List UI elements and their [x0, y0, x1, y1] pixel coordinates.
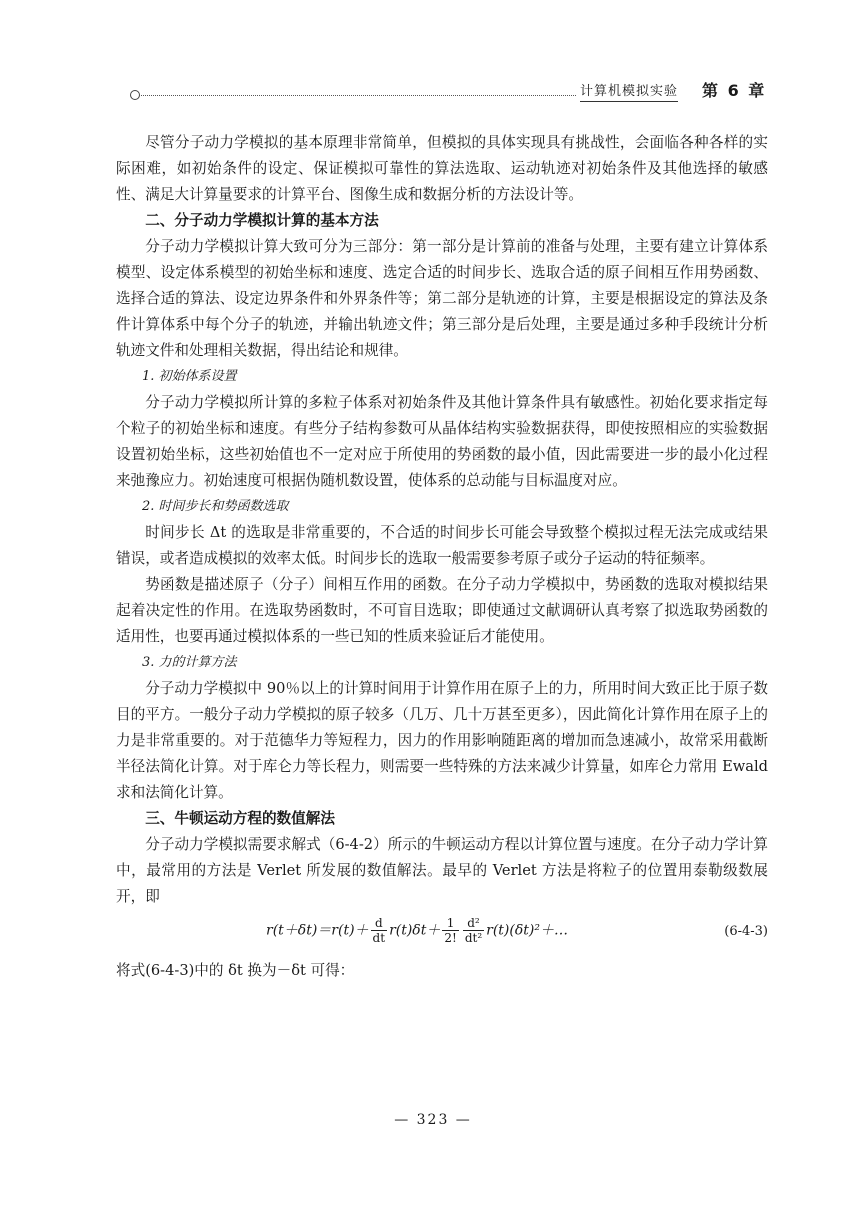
- eq-lhs: r(t＋δt)＝r(t)＋: [266, 922, 369, 939]
- eq-mid: r(t)δt＋: [389, 922, 441, 939]
- equation-number: (6-4-3): [724, 924, 768, 939]
- running-title: 计算机模拟实验: [580, 80, 678, 102]
- sub3-paragraph: 分子动力学模拟中 90％以上的计算时间用于计算作用在原子上的力，所用时间大致正比于原子数目的平方。一般分子动力学模拟的原子较多（几万、几十万甚至更多），因此简化计算作用在原子上的力是非常重要的。对于范德华力等短程力，因力的作用影响随距离的增加而急速减小，故常采用截断半径法简化计算。对于库仑力等长程力，则需要一些特殊的方法来减少计算量，如库仑力常用 Ewald 求和法简化计算。: [116, 680, 768, 801]
- equation-6-4-3: [116, 910, 768, 958]
- section-heading-2: 二、分子动力学模拟计算的基本方法: [145, 212, 379, 229]
- section2-paragraph: 分子动力学模拟计算大致可分为三部分：第一部分是计算前的准备与处理，主要有建立计算体系模型、设定体系模型的初始坐标和速度、选定合适的时间步长、选取合适的原子间相互作用势函数、选择合适的算法、设定边界条件和外界条件等；第二部分是轨迹的计算，主要是根据设定的算法及条件计算体系中每个分子的轨迹，并输出轨迹文件；第三部分是后处理，主要是通过多种手段统计分析轨迹文件和处理相关数据，得出结论和规律。: [116, 238, 768, 359]
- sub2-paragraph-2: 势函数是描述原子（分子）间相互作用的函数。在分子动力学模拟中，势函数的选取对模拟结果起着决定性的作用。在选取势函数时，不可盲目选取；即使通过文献调研认真考察了拟选取势函数的适用性，也要再通过模拟体系的一些已知的性质来验证后才能使用。: [116, 576, 768, 645]
- chapter-label: 第 6 章: [702, 81, 767, 100]
- sub2-paragraph-1: 时间步长 Δt 的选取是非常重要的，不合适的时间步长可能会导致整个模拟过程无法完成或结果错误，或者造成模拟的效率太低。时间步长的选取一般需要参考原子或分子运动的特征频率。: [116, 524, 768, 567]
- closing-line: 将式(6-4-3)中的 δt 换为－δt 可得：: [116, 962, 355, 979]
- derivative-fraction: $\frac{d}{dt}$: [372, 916, 386, 945]
- section-heading-3: 三、牛顿运动方程的数值解法: [145, 810, 335, 827]
- subheading-1: 1. 初始体系设置: [142, 369, 237, 384]
- header-circle-ornament: [130, 90, 140, 100]
- equation-body: [266, 916, 568, 945]
- subheading-2: 2. 时间步长和势函数选取: [142, 499, 289, 514]
- header-dotted-rule: [141, 95, 576, 96]
- intro-paragraph: 尽管分子动力学模拟的基本原理非常简单，但模拟的具体实现具有挑战性，会面临各种各样的实际困难，如初始条件的设定、保证模拟可靠性的算法选取、运动轨迹对初始条件及其他选择的敏感性、满足大计算量要求的计算平台、图像生成和数据分析的方法设计等。: [116, 134, 768, 203]
- page-body: [116, 130, 768, 984]
- eq-rhs: r(t)(δt)²＋…: [486, 922, 568, 939]
- section3-paragraph: 分子动力学模拟需要求解式（6-4-2）所示的牛顿运动方程以计算位置与速度。在分子动力学计算中，最常用的方法是 Verlet 所发展的数值解法。最早的 Verlet 方法是将粒子的位置用泰勒级数展开，即: [116, 836, 768, 905]
- subheading-3: 3. 力的计算方法: [142, 655, 237, 670]
- page-number: — 323 —: [394, 1112, 472, 1128]
- sub1-paragraph: 分子动力学模拟所计算的多粒子体系对初始条件及其他计算条件具有敏感性。初始化要求指定每个粒子的初始坐标和速度。有些分子结构参数可从晶体结构实验数据获得，即使按照相应的实验数据设置初始坐标，这些初始值也不一定对应于所使用的势函数的最小值，因此需要进一步的最小化过程来弛豫应力。初始速度可根据伪随机数设置，使体系的总动能与目标温度对应。: [116, 394, 768, 489]
- half-fraction: $\frac{1}{2!}$: [444, 916, 457, 945]
- second-derivative-fraction: $\frac{\text{d²}}{\text{dt²}}$: [464, 916, 483, 945]
- running-header: [130, 80, 772, 106]
